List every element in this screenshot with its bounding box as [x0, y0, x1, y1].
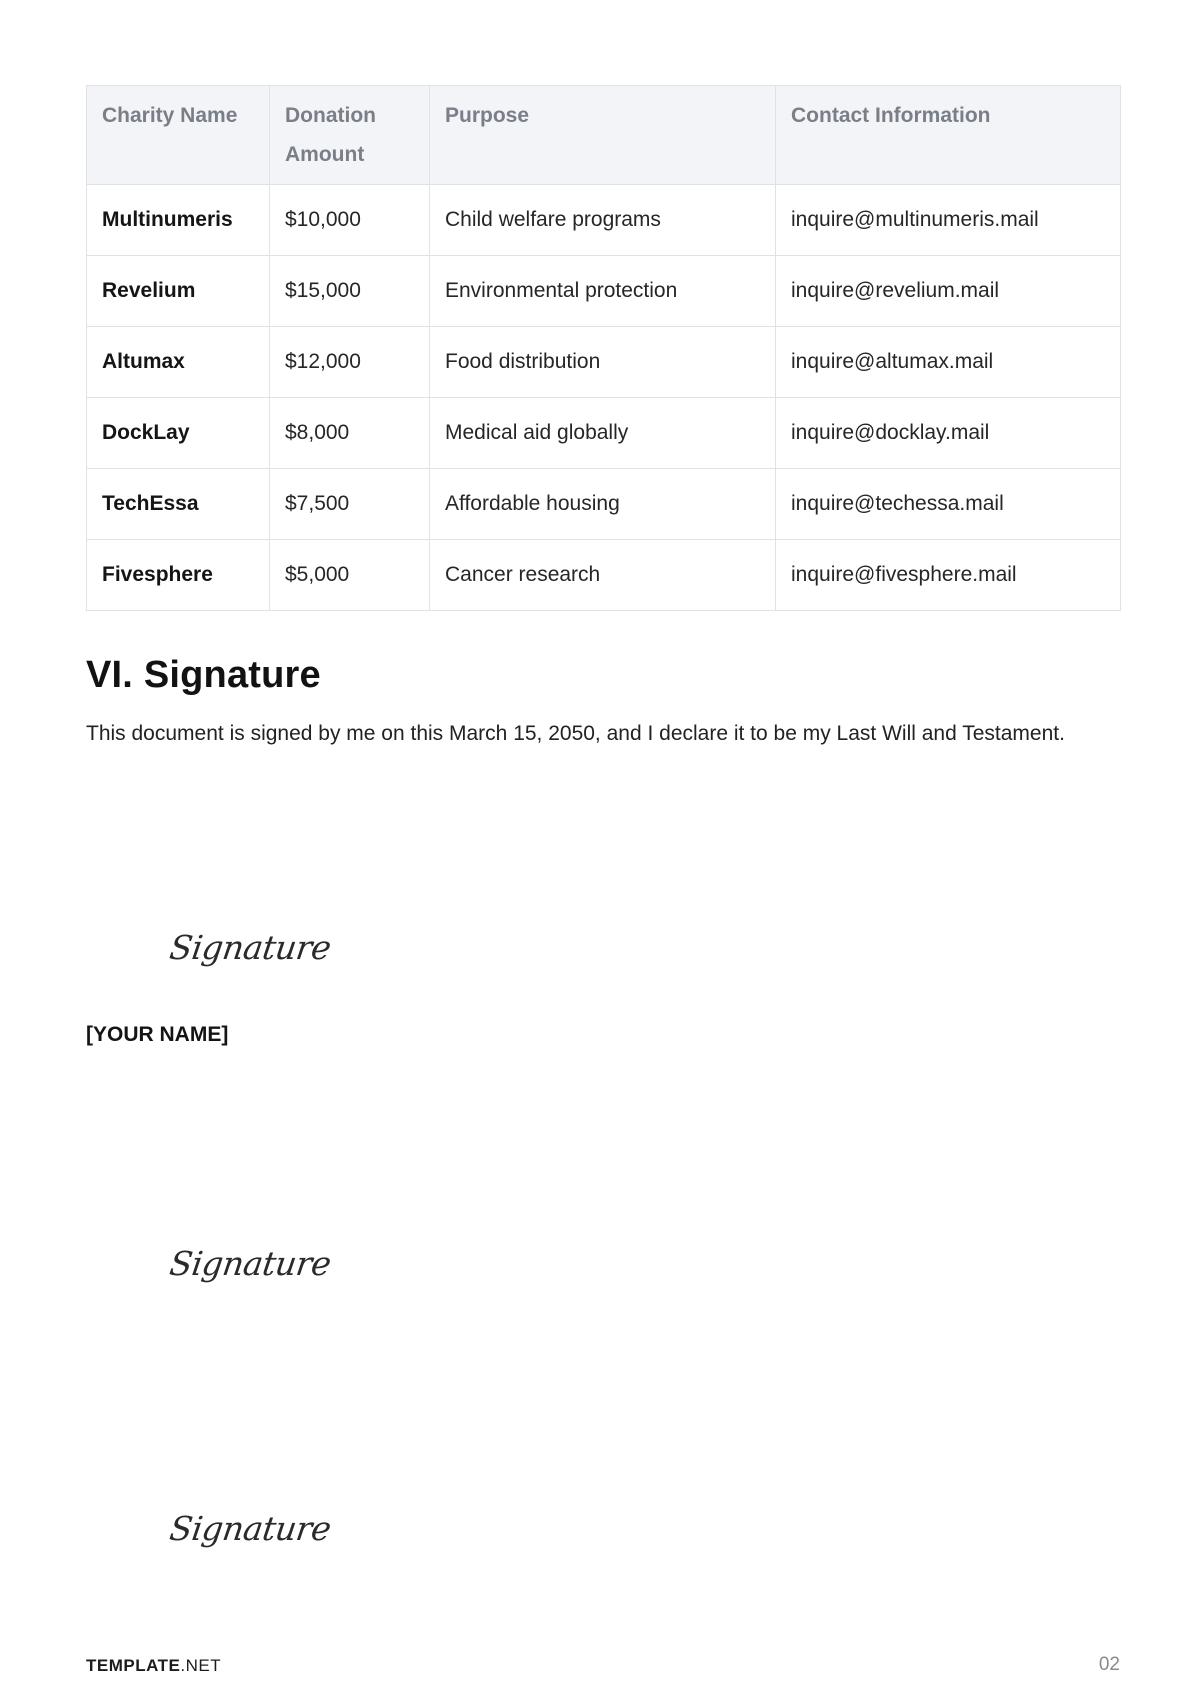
- table-row: [87, 398, 1121, 469]
- footer-brand-logo: [86, 1656, 221, 1676]
- cell-contact: inquire@multinumeris.mail: [776, 185, 1121, 256]
- cell-donation-amount: $10,000: [270, 185, 430, 256]
- table-row: [87, 469, 1121, 540]
- table-row: [87, 256, 1121, 327]
- signature-image: Signature: [167, 1244, 334, 1283]
- cell-purpose: Child welfare programs: [430, 185, 776, 256]
- cell-donation-amount: $5,000: [270, 540, 430, 611]
- header-charity-name: Charity Name: [87, 86, 270, 185]
- cell-contact: inquire@techessa.mail: [776, 469, 1121, 540]
- signer-name: [YOUR NAME]: [86, 1023, 229, 1046]
- cell-charity-name: Fivesphere: [87, 540, 270, 611]
- cell-charity-name: Revelium: [87, 256, 270, 327]
- cell-donation-amount: $12,000: [270, 327, 430, 398]
- header-purpose: Purpose: [430, 86, 776, 185]
- cell-donation-amount: $7,500: [270, 469, 430, 540]
- cell-charity-name: Multinumeris: [87, 185, 270, 256]
- cell-charity-name: TechEssa: [87, 469, 270, 540]
- cell-contact: inquire@fivesphere.mail: [776, 540, 1121, 611]
- table-row: [87, 540, 1121, 611]
- cell-purpose: Food distribution: [430, 327, 776, 398]
- charity-table-container: [86, 85, 1120, 611]
- signature-image: Signature: [167, 1509, 334, 1548]
- cell-donation-amount: $15,000: [270, 256, 430, 327]
- brand-domain: .NET: [180, 1656, 222, 1675]
- header-contact-information: Contact Information: [776, 86, 1121, 185]
- cell-contact: inquire@docklay.mail: [776, 398, 1121, 469]
- cell-contact: inquire@revelium.mail: [776, 256, 1121, 327]
- cell-purpose: Medical aid globally: [430, 398, 776, 469]
- cell-charity-name: DockLay: [87, 398, 270, 469]
- table-header-row: [87, 86, 1121, 185]
- cell-purpose: Affordable housing: [430, 469, 776, 540]
- brand-name: TEMPLATE: [86, 1656, 181, 1675]
- cell-purpose: Environmental protection: [430, 256, 776, 327]
- table-row: [87, 327, 1121, 398]
- cell-contact: inquire@altumax.mail: [776, 327, 1121, 398]
- section-title-signature: VI. Signature: [86, 654, 321, 696]
- cell-charity-name: Altumax: [87, 327, 270, 398]
- cell-purpose: Cancer research: [430, 540, 776, 611]
- page-number: 02: [1098, 1654, 1120, 1675]
- header-donation-amount: Donation Amount: [270, 86, 430, 185]
- signature-declaration: This document is signed by me on this March 15, 2050, and I declare it to be my Last Will and Testament.: [86, 722, 1065, 745]
- signature-image: Signature: [167, 928, 334, 967]
- cell-donation-amount: $8,000: [270, 398, 430, 469]
- charity-donations-table: [86, 85, 1121, 611]
- table-row: [87, 185, 1121, 256]
